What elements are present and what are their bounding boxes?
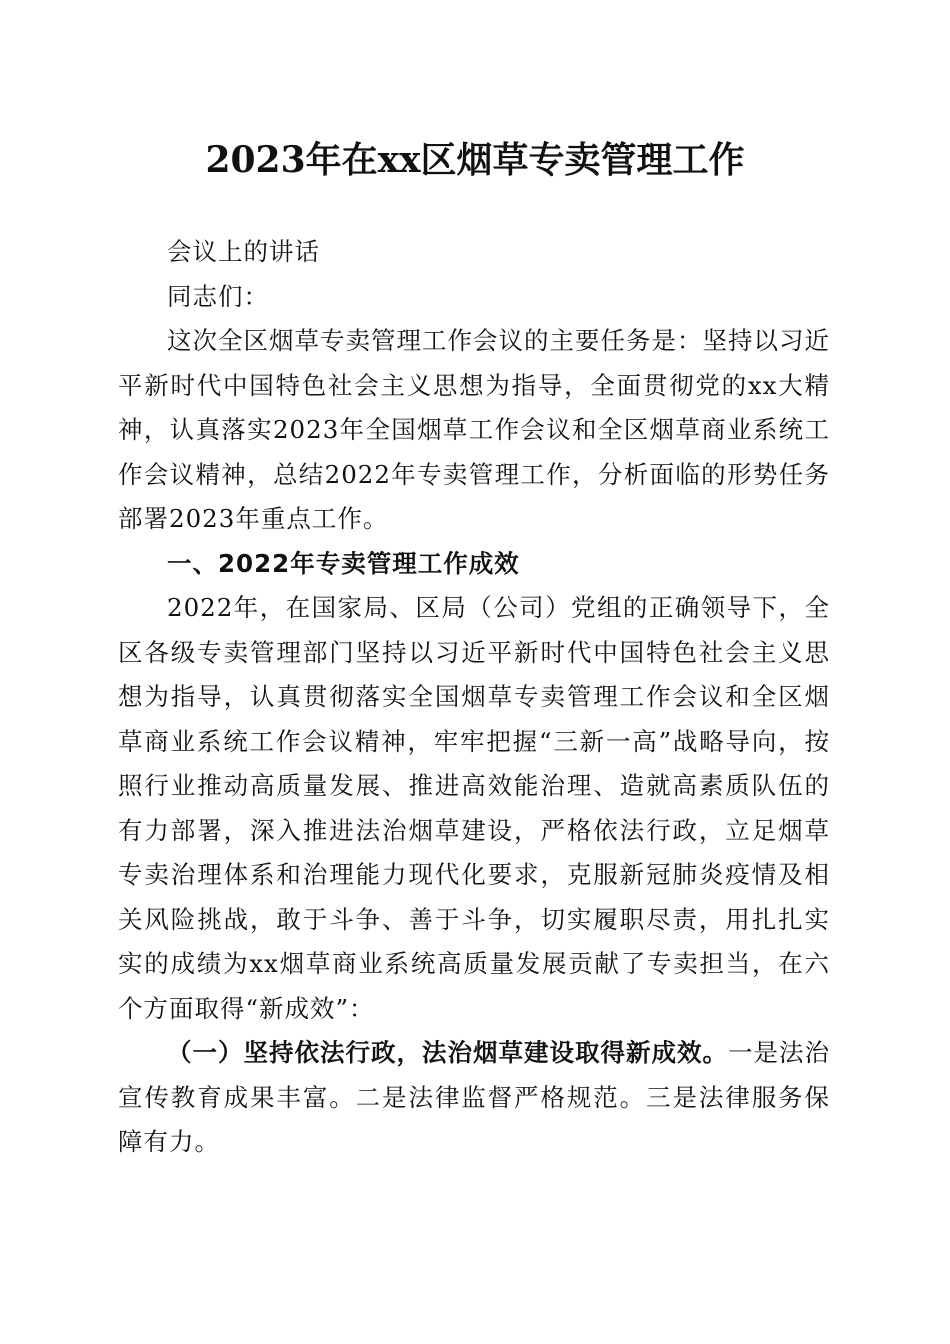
section-heading: 一、2022年专卖管理工作成效 <box>167 548 520 578</box>
salutation: 同志们： <box>167 281 269 311</box>
subsection-paragraph <box>118 1031 830 1165</box>
section-paragraph: 2022年，在国家局、区局（公司）党组的正确领导下，全区各级专卖管理部门坚持以习近平新时代中国特色社会主义思想为指导，认真贯彻落实全国烟草专卖管理工作会议和全区烟草商业系统工作会议精神，牢牢把握“三新一高”战略导向，按照行业推动高质量发展、推进高效能治理、造就高素质队伍的有力部署，深入推进法治烟草建设，严格依法行政，立足烟草专卖治理体系和治理能力现代化要求，克服新冠肺炎疫情及相关风险挑战，敢于斗争、善于斗争，切实履职尽责，用扎扎实实的成绩为xx烟草商业系统高质量发展贡献了专卖担当，在六个方面取得“新成效”： <box>118 593 830 1023</box>
document-subtitle: 会议上的讲话 <box>167 237 320 266</box>
subsection-body: 一是法治宣传教育成果丰富。二是法律监督严格规范。三是法律服务保障有力。 <box>118 1038 830 1156</box>
document-body <box>118 230 830 1165</box>
document-title: 2023年在xx区烟草专卖管理工作 <box>205 139 745 181</box>
subsection-heading: （一）坚持依法行政，法治烟草建设取得新成效。 <box>167 1038 728 1067</box>
intro-paragraph: 这次全区烟草专卖管理工作会议的主要任务是：坚持以习近平新时代中国特色社会主义思想为指导，全面贯彻党的xx大精神，认真落实2023年全国烟草工作会议和全区烟草商业系统工作会议精神，总结2022年专卖管理工作，分析面临的形势任务部署2023年重点工作。 <box>118 326 830 533</box>
